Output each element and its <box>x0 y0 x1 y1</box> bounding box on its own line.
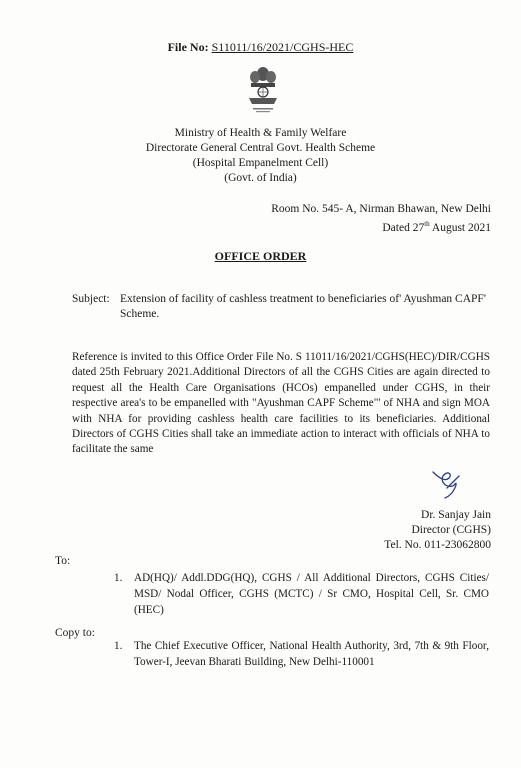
signature-mark <box>425 468 465 504</box>
copy-to-label: Copy to: <box>55 627 95 639</box>
signatory-phone: Tel. No. 011-23062800 <box>384 539 491 551</box>
subject-block <box>72 292 492 322</box>
file-number-label: File No: <box>167 40 212 54</box>
ministry-name: Ministry of Health & Family Welfare <box>174 127 347 139</box>
to-label: To: <box>55 555 71 567</box>
directorate-name: Directorate General Central Govt. Health Scheme <box>145 142 376 154</box>
order-date <box>271 217 491 236</box>
file-number: S11011/16/2021/CGHS-HEC <box>211 40 354 54</box>
ministry-block <box>0 126 521 186</box>
file-number-line <box>0 40 521 55</box>
date-superscript: th <box>424 220 430 228</box>
to-item-text: AD(HQ)/ Addl.DDG(HQ), CGHS / All Additional Directors, CGHS Cities/ MSD/ Nodal Officer, CGHS (MCTC) / Sr CMO, Hospital Cell, Sr. CMO (HEC) <box>134 572 489 616</box>
cell-name: (Hospital Empanelment Cell) <box>192 157 329 169</box>
signatory-block <box>384 508 491 553</box>
subject-label: Subject: <box>72 293 110 305</box>
copy-to-list-item <box>114 638 489 670</box>
copy-item-text: The Chief Executive Officer, National Health Authority, 3rd, 7th & 9th Floor, Tower-I, Jeevan Bharati Building, New Delhi-110001 <box>134 640 489 668</box>
office-order-title: OFFICE ORDER <box>214 249 307 263</box>
subject-text: Extension of facility of cashless treatment to beneficiaries of' Ayushman CAPF' Scheme. <box>120 293 486 320</box>
copy-item-number: 1. <box>114 640 123 652</box>
to-list-item <box>114 570 489 618</box>
date-suffix: August 2021 <box>429 221 491 234</box>
date-prefix: Dated 27 <box>382 221 425 234</box>
signatory-designation: Director (CGHS) <box>411 524 491 536</box>
national-emblem-icon <box>243 64 283 116</box>
address-block <box>271 202 491 236</box>
room-address: Room No. 545- A, Nirman Bhawan, New Delhi <box>271 203 491 215</box>
to-item-number: 1. <box>114 572 123 584</box>
govt-name: (Govt. of India) <box>224 172 297 184</box>
body-paragraph: Reference is invited to this Office Order File No. S 11011/16/2021/CGHS(HEC)/DIR/CGHS dated 25th February 2021.Additional Directors of all the CGHS Cities are again directed to request all the Health Care Organisations (HCOs) empanelled under CGHS, in their respective area's to be empanelled with "Ayushman CAPF Scheme"' of NHA and sign MOA with NHA for providing cashless health care facilities to its beneficiaries. Additional Directors of CGHS Cities shall take an immediate action to interact with officials of NHA to facilitate the same <box>72 351 490 456</box>
signatory-name: Dr. Sanjay Jain <box>421 509 491 521</box>
